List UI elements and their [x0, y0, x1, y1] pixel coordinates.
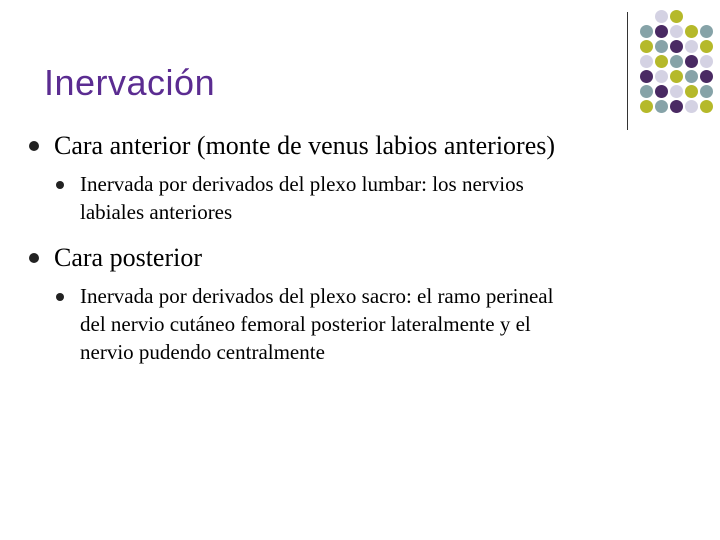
- decorative-dot-grid: [640, 10, 720, 120]
- sub-bullet-text: [80, 170, 524, 226]
- sub-bullet-line: Inervada por derivados del plexo sacro: el ramo perineal: [80, 284, 554, 308]
- decorative-dot: [700, 85, 713, 98]
- decorative-dot: [655, 55, 668, 68]
- sub-bullet-line: Inervada por derivados del plexo lumbar: los nervios: [80, 172, 524, 196]
- decorative-dot: [640, 55, 653, 68]
- decorative-dot: [685, 100, 698, 113]
- sub-bullet-marker: [56, 181, 64, 189]
- sub-bullet-line: del nervio cutáneo femoral posterior lateralmente y el: [80, 312, 531, 336]
- decorative-dot: [655, 85, 668, 98]
- decorative-dot: [640, 40, 653, 53]
- decorative-dot: [670, 40, 683, 53]
- decorative-dot: [655, 40, 668, 53]
- decorative-dot: [670, 55, 683, 68]
- decorative-dot: [670, 85, 683, 98]
- sub-bullet-line: labiales anteriores: [80, 200, 233, 224]
- decorative-dot: [685, 40, 698, 53]
- decorative-dot: [700, 40, 713, 53]
- decorative-dot: [700, 55, 713, 68]
- decorative-dot: [670, 100, 683, 113]
- decorative-dot: [640, 25, 653, 38]
- sub-bullet-line: nervio pudendo centralmente: [80, 340, 325, 364]
- decorative-vertical-line: [627, 12, 628, 130]
- decorative-dot: [685, 70, 698, 83]
- decorative-dot: [685, 85, 698, 98]
- bullet-marker: [29, 141, 39, 151]
- decorative-dot: [685, 25, 698, 38]
- bullet-text: Cara posterior: [54, 243, 203, 272]
- sub-bullet-marker: [56, 293, 64, 301]
- decorative-dot: [655, 25, 668, 38]
- decorative-dot: [655, 100, 668, 113]
- decorative-dot: [640, 100, 653, 113]
- decorative-dot: [700, 25, 713, 38]
- decorative-dot: [670, 10, 683, 23]
- bullet-marker: [29, 253, 39, 263]
- sub-bullet-text: [80, 282, 553, 366]
- decorative-dot: [685, 55, 698, 68]
- decorative-dot: [640, 85, 653, 98]
- bullet-text: Cara anterior (monte de venus labios anteriores): [54, 131, 556, 160]
- decorative-dot: [670, 25, 683, 38]
- decorative-dot: [700, 70, 713, 83]
- slide-title: Inervación: [44, 62, 216, 103]
- decorative-dot: [655, 10, 668, 23]
- decorative-dot: [670, 70, 683, 83]
- decorative-dot: [640, 70, 653, 83]
- decorative-dot: [700, 100, 713, 113]
- decorative-dot: [655, 70, 668, 83]
